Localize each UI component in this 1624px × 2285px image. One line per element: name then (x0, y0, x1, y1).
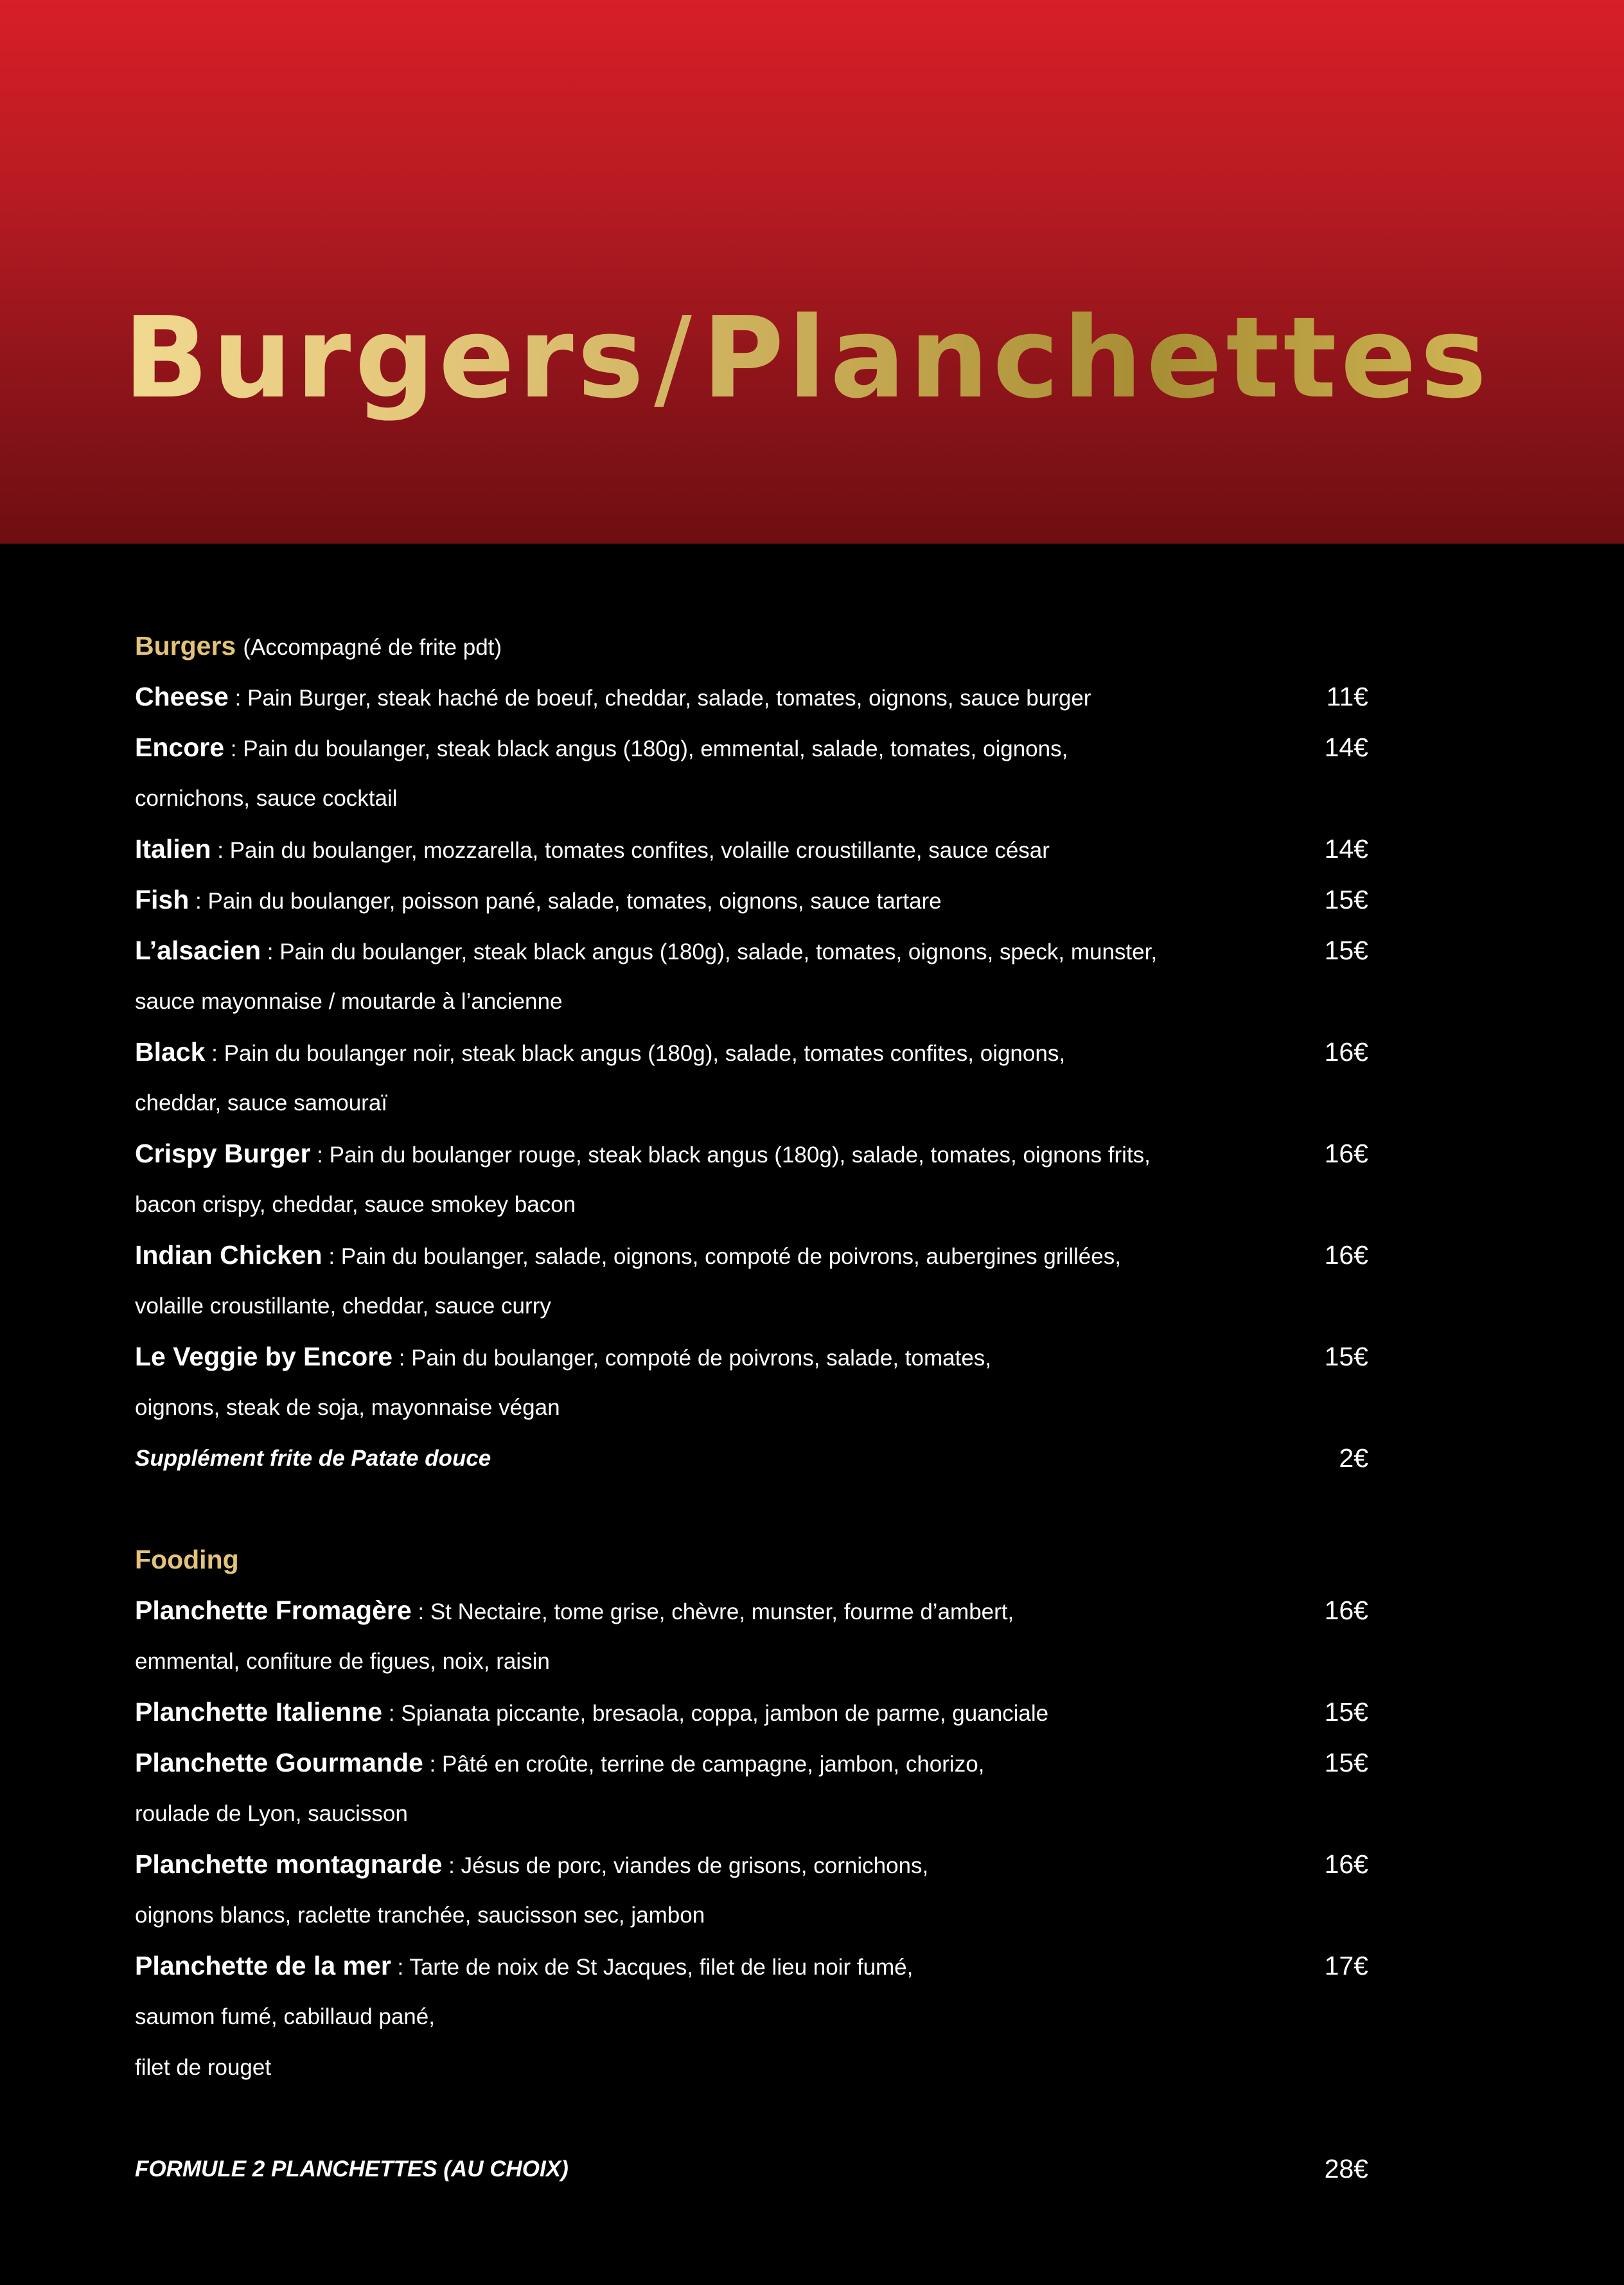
title-planchettes: Planchettes (702, 293, 1491, 423)
item-description-continued: saumon fumé, cabillaud pané, (135, 2004, 435, 2029)
item-price: 16€ (1324, 1139, 1368, 1168)
menu-item-black (135, 1027, 1368, 1128)
menu-item-fish (135, 875, 1368, 925)
item-description: Pain du boulanger, steak black angus (180g), emmental, salade, tomates, oignons, (243, 736, 1068, 761)
section-spacer (135, 1484, 1368, 1534)
item-line: Planchette montagnarde : Jésus de porc, viandes de grisons, cornichons, (135, 1849, 929, 1879)
item-name: Planchette Fromagère (135, 1596, 412, 1625)
fooding-section (135, 1534, 1368, 2194)
item-description: Pain du boulanger, steak black angus (180g), salade, tomates, oignons, speck, munster, (279, 939, 1158, 965)
item-description: Pain du boulanger, poisson pané, salade, tomates, oignons, sauce tartare (207, 889, 942, 914)
item-price: 16€ (1324, 1849, 1368, 1879)
menu-item-crispy-burger (135, 1128, 1368, 1230)
menu-item-alsacien (135, 925, 1368, 1027)
item-description-continued: roulade de Lyon, saucisson (135, 1801, 408, 1826)
item-description-continued: oignons blancs, raclette tranchée, saucisson sec, jambon (135, 1903, 705, 1928)
item-line: Black : Pain du boulanger noir, steak black angus (180g), salade, tomates confites, oignons, (135, 1037, 1066, 1067)
item-description: Pain du boulanger rouge, steak black angus (180g), salade, tomates, oignons frits, (329, 1142, 1151, 1168)
item-description: Jésus de porc, viandes de grisons, cornichons, (461, 1853, 929, 1878)
item-line: Encore : Pain du boulanger, steak black angus (180g), emmental, salade, tomates, oignons, (135, 733, 1068, 762)
menu-item-cheese (135, 671, 1368, 722)
item-price: 17€ (1324, 1951, 1368, 1980)
item-name: Le Veggie by Encore (135, 1342, 393, 1371)
item-line: Fish : Pain du boulanger, poisson pané, salade, tomates, oignons, sauce tartare (135, 885, 942, 914)
item-line: Indian Chicken : Pain du boulanger, salade, oignons, compoté de poivrons, aubergines grillées, (135, 1240, 1121, 1270)
item-description: Tarte de noix de St Jacques, filet de lieu noir fumé, (409, 1955, 914, 1980)
item-name: Crispy Burger (135, 1139, 311, 1168)
menu-item-planchette-fromagere (135, 1585, 1368, 1687)
item-price: 15€ (1324, 885, 1368, 914)
menu-item-planchette-gourmande (135, 1738, 1368, 1839)
menu-item-encore (135, 722, 1368, 824)
burgers-section-heading (135, 621, 1368, 671)
item-description-continued: cheddar, sauce samouraï (135, 1090, 388, 1116)
formula-label: FORMULE 2 PLANCHETTES (AU CHOIX) (135, 2156, 569, 2182)
item-description-continued: volaille croustillante, cheddar, sauce curry (135, 1294, 551, 1319)
burgers-section (135, 621, 1368, 1484)
item-name: Black (135, 1037, 206, 1067)
section-note: (Accompagné de frite pdt) (243, 635, 502, 660)
formula-price: 28€ (1324, 2154, 1368, 2183)
page-title (123, 288, 1490, 429)
item-name: Planchette Italienne (135, 1697, 383, 1727)
item-name: Indian Chicken (135, 1240, 322, 1270)
item-description: Pain du boulanger, salade, oignons, compoté de poivrons, aubergines grillées, (340, 1244, 1121, 1269)
item-description-continued: filet de rouget (135, 2055, 272, 2080)
item-description: Pain du boulanger noir, steak black angus (180g), salade, tomates confites, oignons, (224, 1041, 1066, 1066)
item-name: Encore (135, 733, 224, 762)
item-line: Planchette de la mer : Tarte de noix de St Jacques, filet de lieu noir fumé, (135, 1951, 914, 1980)
section-name: Burgers (135, 631, 236, 661)
item-price: 11€ (1326, 682, 1368, 711)
item-name: Planchette de la mer (135, 1951, 391, 1980)
item-description-continued: oignons, steak de soja, mayonnaise végan (135, 1395, 560, 1420)
supplement-label: Supplément frite de Patate douce (135, 1446, 491, 1471)
item-line: L’alsacien : Pain du boulanger, steak black angus (180g), salade, tomates, oignons, speck, munster, (135, 936, 1158, 965)
formula-item (135, 2144, 1368, 2194)
item-name: L’alsacien (135, 936, 261, 965)
item-name: Planchette Gourmande (135, 1748, 423, 1777)
item-price: 15€ (1324, 1342, 1368, 1371)
item-price: 15€ (1324, 936, 1368, 965)
menu-item-planchette-montagnarde (135, 1839, 1368, 1941)
title-burgers: Burgers (123, 293, 648, 423)
supplement-item (135, 1433, 1368, 1484)
item-line: Crispy Burger : Pain du boulanger rouge, steak black angus (180g), salade, tomates, oignons frits, (135, 1139, 1151, 1168)
item-price: 15€ (1324, 1697, 1368, 1727)
item-price: 16€ (1324, 1037, 1368, 1067)
item-price: 14€ (1324, 733, 1368, 762)
item-description-continued: bacon crispy, cheddar, sauce smokey bacon (135, 1192, 576, 1217)
item-line: Italien : Pain du boulanger, mozzarella, tomates confites, volaille croustillante, sauce césar (135, 834, 1050, 864)
menu-item-le-veggie (135, 1331, 1368, 1433)
item-description-continued: sauce mayonnaise / moutarde à l’ancienne (135, 989, 563, 1014)
item-line: Planchette Fromagère : St Nectaire, tome grise, chèvre, munster, fourme d’ambert, (135, 1596, 1014, 1625)
item-price: 14€ (1324, 834, 1368, 864)
item-description: St Nectaire, tome grise, chèvre, munster, fourme d’ambert, (430, 1599, 1014, 1624)
header-banner (0, 0, 1624, 544)
formula-spacer (135, 2093, 1368, 2144)
title-separator: / (654, 293, 696, 423)
item-description: Pâté en croûte, terrine de campagne, jambon, chorizo, (442, 1752, 985, 1777)
section-name: Fooding (135, 1545, 239, 1574)
supplement-price: 2€ (1339, 1443, 1368, 1473)
item-description: Pain Burger, steak haché de boeuf, cheddar, salade, tomates, oignons, sauce burger (247, 686, 1091, 711)
item-line: Cheese : Pain Burger, steak haché de boeuf, cheddar, salade, tomates, oignons, sauce burger (135, 682, 1091, 711)
item-description: Spianata piccante, bresaola, coppa, jambon de parme, guanciale (401, 1701, 1049, 1726)
menu-item-italien (135, 824, 1368, 875)
item-line: Le Veggie by Encore : Pain du boulanger, compoté de poivrons, salade, tomates, (135, 1342, 992, 1371)
item-price: 16€ (1324, 1596, 1368, 1625)
item-description: Pain du boulanger, mozzarella, tomates confites, volaille croustillante, sauce césar (229, 838, 1050, 863)
item-line: Planchette Italienne : Spianata piccante, bresaola, coppa, jambon de parme, guanciale (135, 1697, 1049, 1727)
item-name: Cheese (135, 682, 229, 711)
item-line: Planchette Gourmande : Pâté en croûte, terrine de campagne, jambon, chorizo, (135, 1748, 985, 1777)
item-price: 15€ (1324, 1748, 1368, 1777)
item-name: Italien (135, 834, 211, 864)
item-name: Fish (135, 885, 190, 914)
menu-content (135, 621, 1368, 2194)
fooding-section-heading (135, 1534, 1368, 1585)
item-name: Planchette montagnarde (135, 1849, 443, 1879)
menu-item-indian-chicken (135, 1230, 1368, 1331)
menu-item-planchette-de-la-mer (135, 1941, 1368, 2093)
item-description-continued: emmental, confiture de figues, noix, raisin (135, 1649, 550, 1674)
item-description-continued: cornichons, sauce cocktail (135, 786, 398, 811)
menu-item-planchette-italienne (135, 1687, 1368, 1738)
item-description: Pain du boulanger, compoté de poivrons, salade, tomates, (411, 1346, 992, 1371)
item-price: 16€ (1324, 1240, 1368, 1270)
